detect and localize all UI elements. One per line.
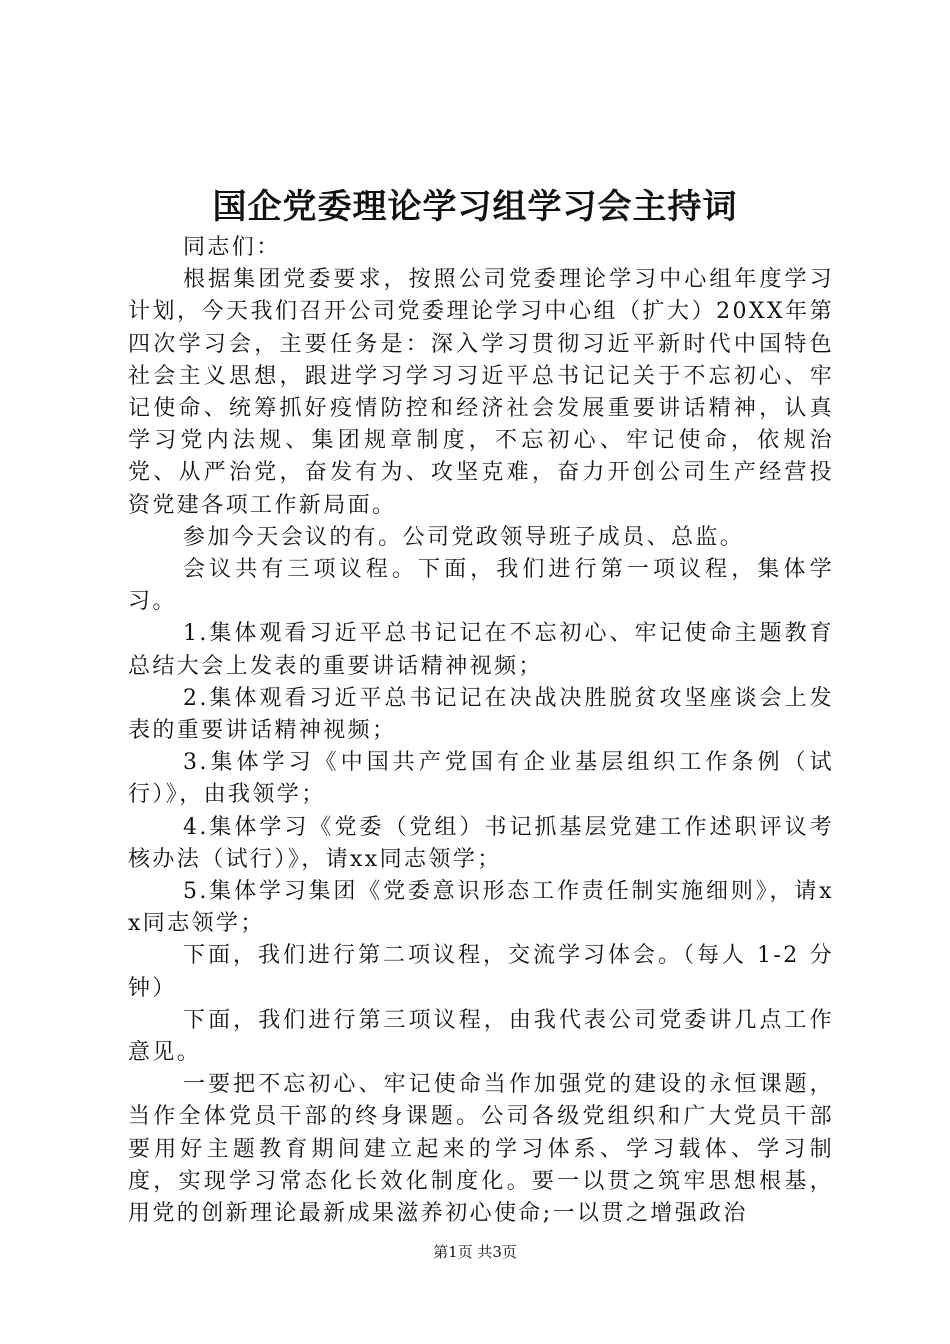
list-item-2: 2.集体观看习近平总书记记在决战决胜脱贫攻坚座谈会上发表的重要讲话精神视频； [128, 685, 834, 744]
document-body [128, 232, 834, 1230]
list-item-1: 1.集体观看习近平总书记记在不忘初心、牢记使命主题教育总结大会上发表的重要讲话精神视频； [128, 621, 834, 679]
paragraph-agenda-three: 下面，我们进行第三项议程，由我代表公司党委讲几点工作意见。 [128, 1007, 834, 1066]
paragraph-attendees: 参加今天会议的有。公司党政领导班子成员、总监。 [183, 524, 745, 550]
paragraph-intro: 根据集团党委要求，按照公司党委理论学习中心组年度学习计划，今天我们召开公司党委理论学习中心组（扩大）20XX年第四次学习会，主要任务是：深入学习贯彻习近平新时代中国特色社会主义思想，跟进学习学习习近平总书记记关于不忘初心、牢记使命、统筹抓好疫情防控和经济社会发展重要讲话精神，认真学习党内法规、集团规章制度，不忘初心、牢记使命，依规治党、从严治党，奋发有为、攻坚克难，奋力开创公司生产经营投资党建各项工作新局面。 [128, 267, 834, 518]
paragraph-salutation: 同志们： [183, 235, 281, 260]
paragraph-point-one: 一要把不忘初心、牢记使命当作加强党的建设的永恒课题，当作全体党员干部的终身课题。公司各级党组织和广大党员干部要用好主题教育期间建立起来的学习体系、学习载体、学习制度，实现学习常态化长效化制度化。要一以贯之筑牢思想根基，用党的创新理论最新成果滋养初心使命;一以贯之增强政治 [128, 1072, 834, 1227]
list-item-3: 3.集体学习《中国共产党国有企业基层组织工作条例（试行）》，由我领学； [128, 750, 834, 808]
document-title: 国企党委理论学习组学习会主持词 [212, 187, 738, 227]
page-footer: 第1页 共3页 [433, 1243, 517, 1261]
paragraph-agenda-two: 下面，我们进行第二项议程，交流学习体会。（每人 1-2 分钟） [128, 943, 834, 1001]
list-item-5: 5.集体学习集团《党委意识形态工作责任制实施细则》，请xx同志领学； [128, 879, 834, 937]
list-item-4: 4.集体学习《党委（党组）书记抓基层党建工作述职评议考核办法（试行）》，请xx同志领学； [128, 814, 834, 872]
paragraph-agenda-one: 会议共有三项议程。下面，我们进行第一项议程，集体学习。 [128, 557, 834, 615]
